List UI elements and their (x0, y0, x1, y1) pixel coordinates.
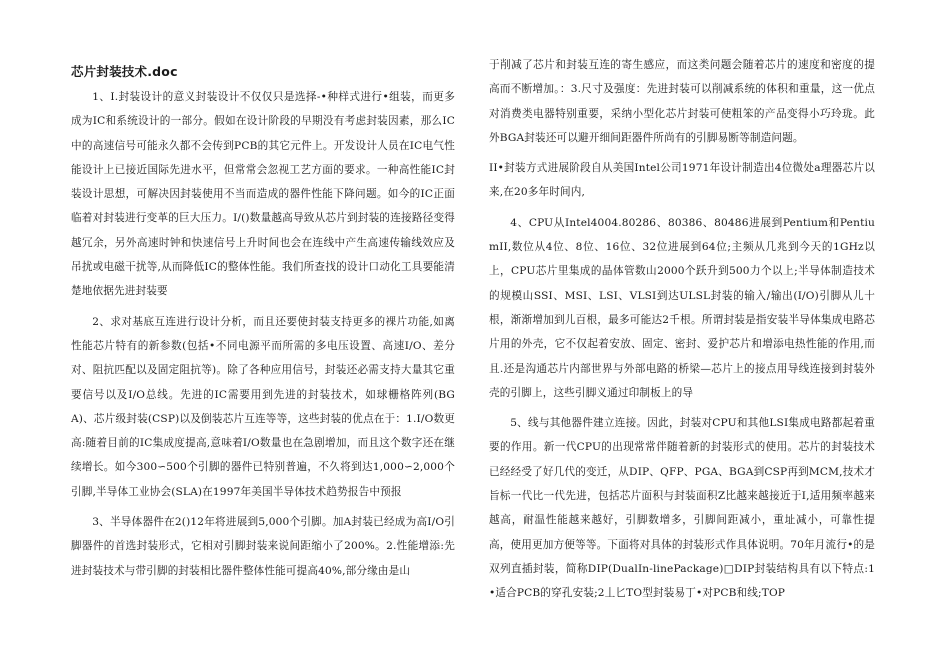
paragraph-4: 4、CPU从Intel4004.80286、80386、80486进展到Pentium和PentiumII,数位从4位、8位、16位、32位进展到64位;主频从几兆到今天的1GHz以上，CPU芯片里集成的晶体管数山2000个跃升到500力个以上;半导体制造技术的规模山SSI、MSI、LSI、VLSI到达ULSL封装的输入/输出(I/O)引脚从儿十根，渐渐增加到儿百根，最多可能达2千根。所谓封装是指安装半导体集成电路芯片用的外壳，它不仅起着安放、固定、密封、爱护芯片和增添电热性能的作用,而且.还是沟通芯片内部世界与外部电路的桥梁—芯片上的接点用导线连接到封装外壳的引脚上，这些引脚义通过印制板上的导 (489, 216, 875, 399)
document-title: 芯片封装技术.doc (71, 64, 178, 79)
paragraph-2: 2、求对基底互连进行设计分析，而且还要使封装支持更多的裸片功能,如离性能芯片特有的新参数(包括•不同电源平而所需的多电压设置、高速I/O、差分对、阻抗匹配以及固定阻抗等)。除了各种应用信号，封装还必需支持大量其它重要信号以及I/O总线。先进的IC需要用到先进的封装技术，如球栅格阵列(BGA)、芯片级封装(CSP)以及倒装芯片互连等等，这些封装的优点在于：1.I/O数更高:随着目前的IC集成度提高,意味着I/O数量也在急剧增加，而且这个数字还在继续增长。如今300∽500个引脚的器件已特别普遍，不久将到达1,000∽2,000个引脚,半导体工业协会(SLA)在1997年美国半导体技术趋势报告中预报 (71, 315, 455, 498)
paragraph-3-continued: 于削减了芯片和封装互连的寄生感应，而这类问题会随着芯片的速度和密度的提高而不断增加。：3.尺寸及强度：先进封装可以削减系统的体积和重量，这一优点对消费类电器特别重要，采纳小型化芯片封装可使粗笨的产品变得小巧玲珑。此外BGA封装还可以避开细间距器件所尚有的引脚易断等制造问题。 (489, 59, 875, 144)
paragraph-1: 1、I.封装设计的意义封装设计不仅仅只是选择-•种样式进行•组装，而更多成为IC和系统设计的一部分。假如在设计阶段的早期没有考虑封装因素，那么IC中的高速信号可能永久都不会传到PCB的其它元件上。开发设计人员在IC电气性能设计上已接近国际先进水平，但常常会忽视工艺方面的要求。一种高性能IC封装设计思想，可解决因封装使用不当而造成的器件性能下降问题。如今的IC正面临着对封装进行变革的巨大压力。I/()数量越高导致从芯片到封装的连接路径变得越冗余，另外高速时钟和快速信号上升时间也会在连线中产生高速传输线效应及吊扰或电磁干扰等,从而降低IC的整体性能。我们所查找的设计口动化工具要能清楚地依据先进封装要 (71, 91, 455, 298)
paragraph-5: 5、线与其他器件建立连接。因此，封装对CPU和其他LSI集成电路都起着重要的作用。新一代CPU的出现常常伴随着新的封装形式的使用。芯片的封装技术已经经受了好几代的变迁，从DIP、QFP、PGA、BGA到CSP再到MCM,技术才旨标一代比一代先进，包括芯片面积与封装面积Z比越来越接近于I,适用频率越来越高，耐温性能越来越好，引脚数增多，引脚间距减小，重址减小，可靠性提高，使用更加方便等等。下面将对具体的封装形式作具体说明。70年月流行•的是双列直插封装，简称DIP(DualIn-linePackage)□DIP封装结构具有以下特点:1•适合PCB的穿孔安装;2丄匕TO型封装易丁•对PCB和线;TOP (489, 417, 875, 600)
paragraph-3: 3、半导体器件在2()12年将进展到5,000个引脚。加A封装已经成为高I/O引脚器件的首选封装形式，它相对引脚封装来说间距缩小了200%。2.性能增添:先进封装技术与带引脚的封装相比器件整体性能可提高40%,部分缘由是山 (71, 516, 455, 577)
right-column (489, 59, 875, 612)
left-column (71, 62, 455, 589)
section-heading-packaging-stages: II•封装方式进展阶段自从美国Intel公司1971年设计制造出4位微处a理器芯片以来,在20多年时间内, (489, 162, 875, 199)
